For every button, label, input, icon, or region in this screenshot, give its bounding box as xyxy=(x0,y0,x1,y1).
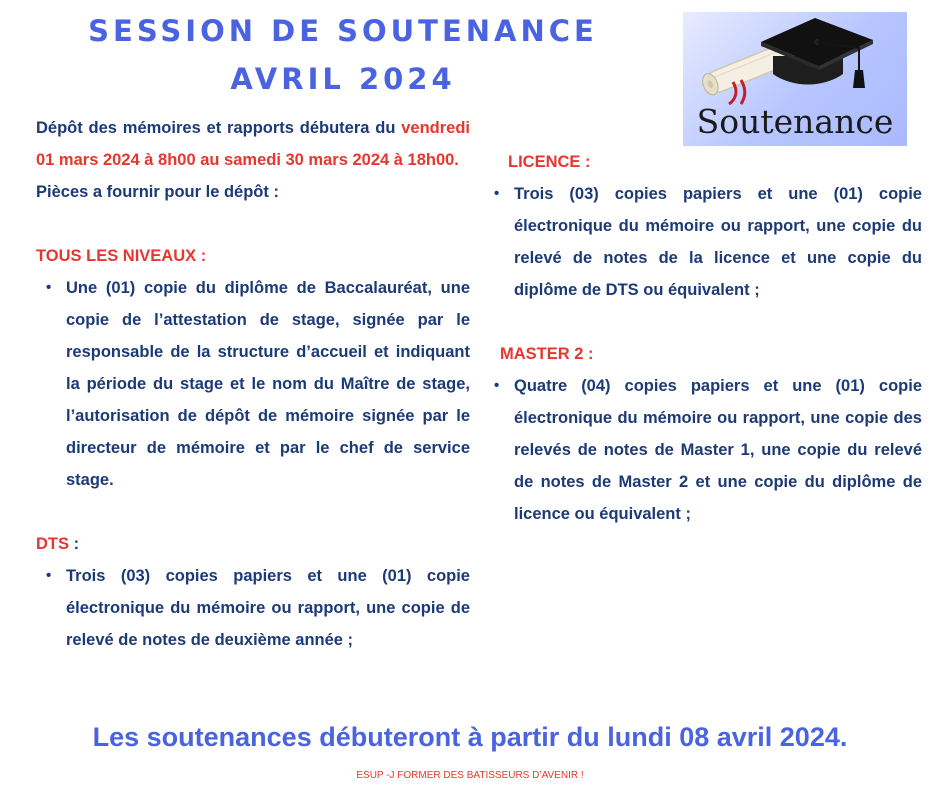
section-label-dts-suffix: : xyxy=(69,535,80,553)
tagline: ESUP -J FORMER DES BATISSEURS D’AVENIR ! xyxy=(356,770,584,781)
announcement: Les soutenances débuteront à partir du lundi 08 avril 2024. xyxy=(92,722,848,752)
soutenance-logo xyxy=(683,12,907,146)
left-column xyxy=(36,112,470,656)
right-column xyxy=(494,146,922,530)
section-label-master: MASTER 2 : xyxy=(500,345,594,363)
list-licence xyxy=(494,178,922,306)
list-master xyxy=(494,370,922,530)
section-label-dts-row xyxy=(36,528,470,560)
section-label-dts: DTS xyxy=(36,535,69,553)
list-item-dts: • Trois (03) copies papiers et une (01) copie électronique du mémoire ou rapport, une copie de relevé de notes de deuxième année ; xyxy=(36,560,470,656)
list-tous xyxy=(36,272,470,496)
page-title-line2: AVRIL 2024 xyxy=(230,62,456,96)
intro-dates: vendredi 01 mars 2024 à 8h00 au samedi 30 mars 2024 à 18h00. xyxy=(36,119,470,169)
list-item-licence: • Trois (03) copies papiers et une (01) copie électronique du mémoire ou rapport, une copie du relevé de notes de la licence et une copie du diplôme de DTS ou équivalent ; xyxy=(494,178,922,306)
intro-text: Dépôt des mémoires et rapports débutera du xyxy=(36,119,402,137)
list-item-tous: • Une (01) copie du diplôme de Baccalauréat, une copie de l’attestation de stage, signée par le responsable de la structure d’accueil et indiquant la période du stage et le nom du Maître de stage, l’autorisation de dépôt de mémoire signée par le directeur de mémoire et par le chef de service stage. xyxy=(36,272,470,496)
list-item-master: • Quatre (04) copies papiers et une (01) copie électronique du mémoire ou rapport, une copie des relevés de notes de Master 1, une copie du relevé de notes de Master 2 et une copie du diplôme de licence ou équivalent ; xyxy=(494,370,922,530)
list-dts xyxy=(36,560,470,656)
logo-word: Soutenance xyxy=(696,102,894,141)
page-title-line1: SESSION DE SOUTENANCE xyxy=(88,14,598,48)
section-label-tous: TOUS LES NIVEAUX : xyxy=(36,247,207,265)
intro-paragraph xyxy=(36,112,470,176)
pieces-heading: Pièces a fournir pour le dépôt : xyxy=(36,183,279,201)
section-label-licence: LICENCE : xyxy=(508,153,591,171)
